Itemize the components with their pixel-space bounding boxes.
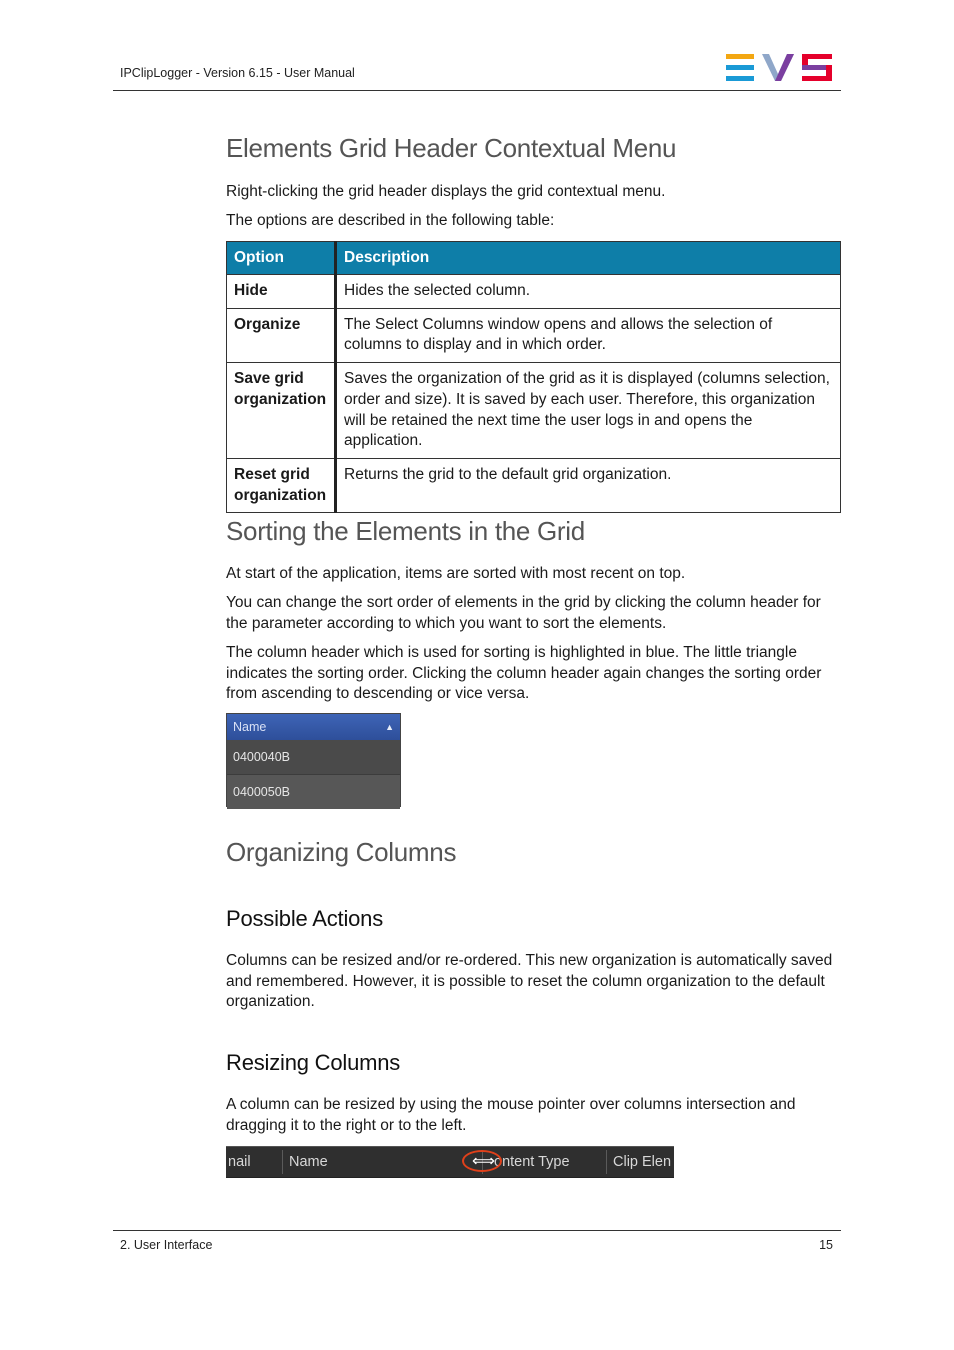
column-label: Name <box>289 1154 328 1170</box>
grid-row[interactable] <box>227 740 400 775</box>
column-header-clip-elements[interactable] <box>613 1147 671 1177</box>
resize-cursor-icon: ⟺ <box>472 1153 495 1170</box>
grid-row[interactable] <box>227 775 400 809</box>
option-name: Hide <box>227 275 336 309</box>
document-header-title: IPClipLogger - Version 6.15 - User Manual <box>120 66 355 80</box>
grid-column-header-name[interactable] <box>227 714 400 740</box>
column-label: nail <box>228 1154 251 1170</box>
footer-divider <box>113 1230 841 1231</box>
paragraph: A column can be resized by using the mouse pointer over columns intersection and dragging it to the right or to the left. <box>226 1096 796 1134</box>
column-header-thumbnail[interactable] <box>228 1147 251 1177</box>
table-row <box>227 308 841 362</box>
column-label: ontent Type <box>494 1154 570 1170</box>
option-name: Organize <box>227 308 336 362</box>
table-row <box>227 275 841 309</box>
page-number: 15 <box>819 1238 833 1252</box>
column-label: Clip Elen <box>613 1154 672 1170</box>
section-title-sorting: Sorting the Elements in the Grid <box>226 516 585 546</box>
resize-columns-screenshot <box>226 1146 674 1178</box>
option-name: Save grid organization <box>227 363 336 459</box>
grid-cell: 0400040B <box>233 750 291 764</box>
option-description: Returns the grid to the default grid organization. <box>336 458 841 512</box>
column-separator[interactable] <box>282 1150 283 1174</box>
column-header-name[interactable] <box>289 1147 328 1177</box>
paragraph: At start of the application, items are sorted with most recent on top. <box>226 565 686 582</box>
evs-logo <box>726 54 834 82</box>
column-header-description: Description <box>336 242 841 275</box>
option-description: Hides the selected column. <box>336 275 841 309</box>
table-row <box>227 458 841 512</box>
paragraph: The options are described in the following table: <box>226 212 555 229</box>
subsection-title-possible-actions: Possible Actions <box>226 906 383 931</box>
column-header-content-type[interactable] <box>494 1147 570 1177</box>
options-table <box>226 241 841 513</box>
paragraph: Columns can be resized and/or re-ordered. This new organization is automatically saved and remembered. However, it is possible to reset the column organization to the default organization. <box>226 952 833 1011</box>
section-title-organizing-columns: Organizing Columns <box>226 837 457 867</box>
table-row <box>227 363 841 459</box>
option-description: The Select Columns window opens and allows the selection of columns to display and in which order. <box>336 308 841 362</box>
header-divider <box>113 90 841 91</box>
paragraph: The column header which is used for sorting is highlighted in blue. The little triangle indicates the sorting order. Clicking the column header again changes the sorting order from ascending to descending or vice versa. <box>226 644 822 703</box>
table-header-row <box>227 242 841 275</box>
grid-cell: 0400050B <box>233 785 291 799</box>
sorted-grid-screenshot <box>226 713 401 807</box>
paragraph: You can change the sort order of elements in the grid by clicking the column header for the parameter according to which you want to sort the elements. <box>226 594 821 632</box>
section-title-grid-header-menu: Elements Grid Header Contextual Menu <box>226 133 677 163</box>
paragraph: Right-clicking the grid header displays the grid contextual menu. <box>226 183 666 200</box>
column-separator[interactable] <box>606 1150 607 1174</box>
grid-column-header-label: Name <box>233 720 267 734</box>
option-name: Reset grid organization <box>227 458 336 512</box>
column-header-option: Option <box>227 242 336 275</box>
footer-section: 2. User Interface <box>120 1238 213 1252</box>
option-description: Saves the organization of the grid as it is displayed (columns selection, order and size). It is saved by each user. Therefore, this organization will be retained the next time the user logs in and opens the application. <box>336 363 841 459</box>
subsection-title-resizing-columns: Resizing Columns <box>226 1050 401 1075</box>
sort-ascending-icon: ▲ <box>385 722 394 732</box>
